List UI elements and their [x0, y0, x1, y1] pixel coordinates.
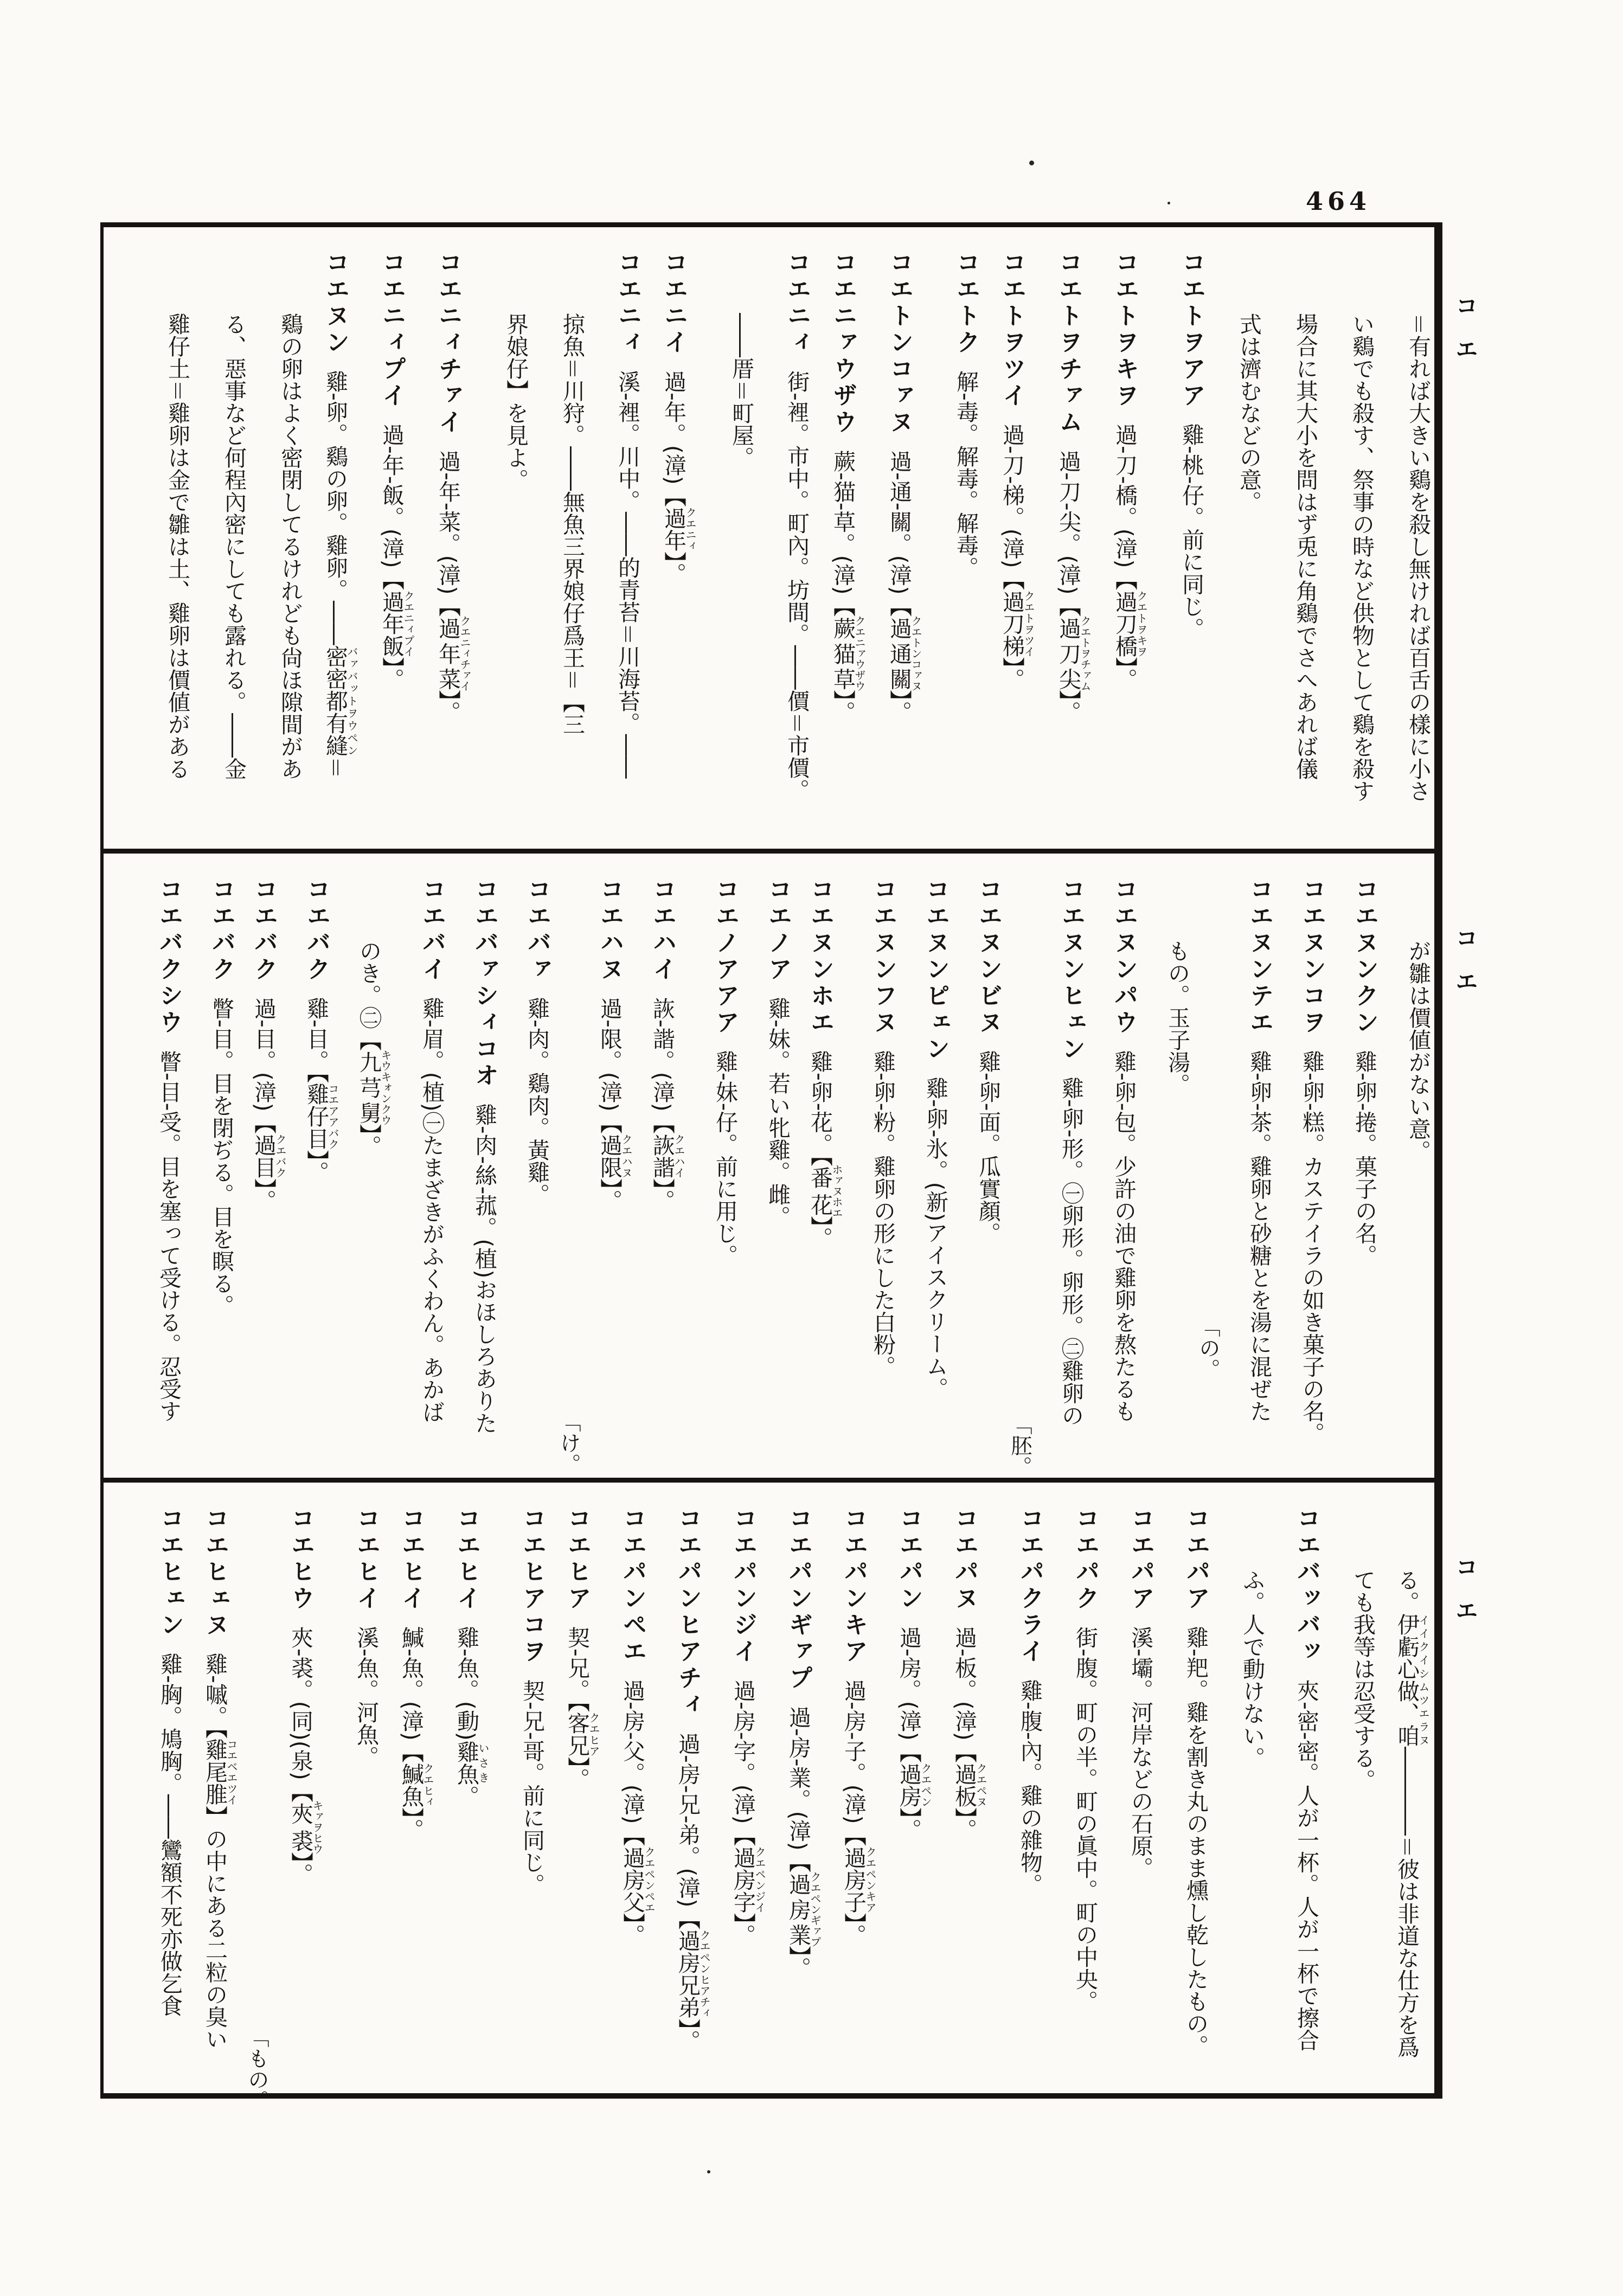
term-with-ruby: 過房子クエペンキア	[841, 1846, 877, 1913]
scan-speck	[1029, 161, 1034, 165]
headword: コエパンペエ	[619, 1506, 646, 1665]
continuation-column: が雛は價値がない意。	[1405, 940, 1431, 1162]
continuation-column: のき。㊁【九芎舅キウキォンクウ】。	[356, 940, 392, 1157]
entry-column: コエニァウザウ蕨-猫-草。(漳)【蕨猫草クエニァウザウ】。	[829, 250, 866, 723]
term-with-ruby: 番花ホァヌホエ	[807, 1164, 843, 1218]
term-with-ruby: 雞仔目コエアアバク	[303, 1083, 339, 1150]
entry-column: コエヌンパウ雞-卵-包。少許の油で雞卵を熬たるも	[1110, 877, 1138, 1422]
headword: コエバク	[303, 877, 330, 983]
entry-column: コエパクライ雞-腹-內。雞の雜物。	[1016, 1506, 1044, 1896]
ruby-gloss: クエハイ	[672, 1133, 685, 1178]
ruby-gloss: クエトヲツイ	[1022, 590, 1035, 657]
headword: コエトヲアア	[1178, 250, 1205, 409]
term-with-ruby: 雞尾脽コエベエツイ	[202, 1739, 238, 1806]
term-with-ruby: 夾裘キァヲヒウ	[287, 1800, 324, 1855]
headword: コエヒイ	[397, 1506, 425, 1612]
headword: コエバイ	[418, 877, 446, 983]
entries-band-bottom	[111, 1506, 1430, 2111]
headword: コエヌンコヲ	[1298, 877, 1326, 1036]
headword: コエヌンフヌ	[869, 877, 897, 1036]
headword: コエニィ	[614, 250, 641, 356]
ruby-gloss: クエペンジイ	[753, 1846, 766, 1913]
continuation-column: 界娘仔】を見よ。	[503, 313, 529, 491]
headword: コエニィ	[783, 250, 811, 356]
term-with-ruby: 過年菜クエニィチァイ	[435, 615, 471, 691]
headword: コエトンコァヌ	[886, 250, 913, 436]
entry-column: コエバイ雞-眉。(植)㊀たまざきがふくわん。あかば	[418, 877, 446, 1423]
term-with-ruby: 過房父クエペンペエ	[619, 1846, 656, 1913]
headword: コエヒェヌ	[201, 1506, 229, 1639]
page-frame	[100, 222, 1442, 2111]
term-with-ruby: 蕨猫草クエニァウザウ	[830, 615, 866, 691]
headword: コエバァシィコオ	[471, 877, 498, 1089]
continuation-column: 場合に其大小を問はず兎に角鷄でさへあれば儀	[1292, 313, 1318, 780]
entry-column: コエトヲチァム過-刀-尖。(漳)【過刀尖クエトヲチァム】。	[1055, 250, 1092, 723]
continuation-column: 鷄の卵はよく密閉してるけれども尙ほ隙間があ	[277, 313, 303, 780]
headword: コエトヲキヲ	[1111, 250, 1139, 409]
entry-column: コエニィチァイ過-年-菜。(漳)【過年菜クエニィチァイ】。	[434, 250, 471, 723]
entry-column: コエパンペエ過-房-父。(漳)【過房父クエペンペエ】。	[619, 1506, 656, 1947]
term-with-ruby: 過年飯クエニィプイ	[379, 590, 415, 657]
headword: コエバク	[250, 877, 278, 983]
headword: コエヒェン	[156, 1506, 184, 1639]
ruby-gloss: コエアアバク	[326, 1083, 339, 1150]
inset-continuation: 「け。	[556, 1411, 581, 1474]
entry-column: コエハイ詼-諧。(漳)【詼諧クエハイ】。	[649, 877, 685, 1212]
entries-band-middle	[111, 877, 1431, 1477]
ruby-gloss: クエバク	[274, 1133, 287, 1178]
ruby-gloss: クエペンキア	[864, 1846, 877, 1913]
entry-column: コエバクシウ瞥-目-受。目を塞って受ける。忍受す	[155, 877, 183, 1422]
scan-speck	[1167, 202, 1170, 204]
headword: コエヌンヒェン	[1057, 877, 1085, 1063]
entry-column: コエヌンホエ雞-卵-花。【番花ホァヌホエ】。	[806, 877, 843, 1249]
headword: コエトク	[952, 250, 980, 356]
ruby-gloss: クエペンペエ	[643, 1846, 656, 1913]
term-with-ruby: 密密都有縫バァバットヲウペン	[322, 645, 358, 756]
entry-column: コエハヌ過-限。(漳)【過限クエハヌ】。	[596, 877, 633, 1212]
headword: コエヌンピェン	[922, 877, 950, 1063]
headword: コエハヌ	[596, 877, 624, 983]
term-with-ruby: 雞魚いさき	[453, 1740, 490, 1785]
headword: コエヒウ	[287, 1506, 315, 1612]
ruby-gloss: クエニィプイ	[402, 590, 415, 657]
headword: コエヌンホエ	[806, 877, 834, 1036]
continuation-column: ても我等は忍受する。	[1350, 1569, 1376, 1791]
ruby-gloss: ホァヌホエ	[830, 1164, 843, 1218]
term-with-ruby: 過目クエバク	[251, 1133, 287, 1178]
headword: コエパンジイ	[729, 1506, 757, 1665]
headword: コエニァウザウ	[829, 250, 857, 436]
ruby-gloss: クエニァウザウ	[853, 615, 866, 691]
continuation-column: 掠魚＝川狩。――無魚三界娘仔爲王＝【三	[559, 313, 585, 735]
headword: コエパア	[1127, 1506, 1154, 1612]
term-with-ruby: 過房兄弟クエペンヒアチィ	[675, 1929, 711, 2019]
headword: コエパンギァプ	[785, 1506, 812, 1692]
ruby-gloss: クエペンヒアチィ	[698, 1929, 711, 2019]
entry-column: コエバク過-目。(漳)【過目クエバク】。	[250, 877, 287, 1212]
entry-column: コエニィ溪-裡。川中。――的青苔＝川海苔。――	[614, 250, 641, 779]
entry-column: コエヒェヌ雞-嘁。【雞尾脽コエベエツイ】の中にある二粒の臭い	[201, 1506, 238, 2050]
entry-column: コエバッバッ夾-密-密。人が一杯。人が一杯で擦合	[1293, 1506, 1320, 2051]
entry-column: コエパンキア過-房-子。(漳)【過房子クエペンキア】。	[840, 1506, 877, 1947]
entry-column: コエトンコァヌ過-通-關。(漳)【過通關クエトンコァヌ】。	[886, 250, 922, 723]
headword: コエバクシウ	[155, 877, 183, 1036]
ruby-gloss: キァヲヒウ	[311, 1800, 324, 1855]
entry-column: コエヒウ夾-裘。(同)(泉)【夾裘キァヲヒウ】。	[287, 1506, 324, 1885]
entry-column: コエパア溪-壩。河岸などの石原。	[1127, 1506, 1154, 1879]
headword: コエニイ	[660, 250, 688, 356]
continuation-column: い鷄でも殺す、祭事の時など供物として鷄を殺す	[1349, 313, 1375, 802]
entry-column: コエヒイ雞-魚。(動)雞魚いさき。	[453, 1506, 490, 1807]
entry-column: コエバァ雞-肉。鷄肉。黃雞。	[523, 877, 551, 1205]
headword: コエパンヒアチィ	[674, 1506, 702, 1718]
margin-header-label: コエ	[1452, 294, 1479, 381]
entry-column: コエパア雞-羓。雞を割き丸のまま燻し乾したもの。	[1182, 1506, 1210, 2057]
entry-column: コエパンギァプ過-房-業。(漳)【過房業クエペンギァプ】。	[785, 1506, 822, 1979]
headword: コエヌン	[322, 250, 349, 356]
entry-column: コエニィ街-裡。市中。町內。坊間。――價＝市價。	[783, 250, 811, 801]
ruby-gloss: キウキォンクウ	[379, 1049, 392, 1126]
entry-column: コエノア雞-妹。若い牝雞。雌。	[764, 877, 792, 1228]
headword: コエバク	[208, 877, 235, 983]
ruby-gloss: クエヒィ	[421, 1762, 434, 1807]
term-with-ruby: 過刀梯クエトヲツイ	[999, 590, 1035, 657]
ruby-gloss: クエヒア	[587, 1712, 600, 1757]
headword: コエノアアア	[711, 877, 739, 1036]
term-with-ruby: 詼諧クエハイ	[649, 1133, 685, 1178]
entry-column: コエヌンコヲ雞-卵-糕。カステイラの如き菓子の名。	[1298, 877, 1326, 1445]
headword: コエパア	[1182, 1506, 1210, 1612]
ruby-gloss: クエトヲキヲ	[1135, 590, 1148, 657]
entry-column: コエトヲキヲ過-刀-橋。(漳)【過刀橋クエトヲキヲ】。	[1111, 250, 1148, 691]
headword: コエパクライ	[1016, 1506, 1044, 1665]
entry-column: コエヌンクン雞-卵-捲。菓子の名。	[1351, 877, 1378, 1267]
term-with-ruby: 鰔魚クエヒィ	[398, 1762, 434, 1807]
term-with-ruby: 過限クエハヌ	[596, 1133, 633, 1178]
ruby-gloss: クエハヌ	[620, 1133, 633, 1178]
headword: コエハイ	[649, 877, 676, 983]
entry-column: コエパンジイ過-房-字。(漳)【過房字クエペンジイ】。	[729, 1506, 766, 1947]
headword: コエパヌ	[951, 1506, 978, 1612]
headword: コエパク	[1072, 1506, 1099, 1612]
continuation-column: 雞仔土＝雞卵は金で雛は土、雞卵は價値がある	[164, 313, 190, 780]
entry-column: コエヒイ溪-魚。河魚。	[352, 1506, 380, 1768]
continuation-column: る。伊虧心做、咱イイクイシムツエラヌ――――＝彼は非道な仕方を爲	[1394, 1569, 1430, 2058]
page-number: 464	[1306, 187, 1371, 216]
term-with-ruby: 過房クエペン	[896, 1762, 932, 1807]
continuation-column: ふ。人で動けない。	[1239, 1569, 1265, 1769]
ruby-gloss: クエニィチァイ	[458, 615, 471, 691]
entry-column: コエバク瞥-目。目を閉ぢる。目を瞑る。	[208, 877, 235, 1317]
headword: コエニィプイ	[378, 250, 406, 409]
term-with-ruby: 過房業クエペンギァプ	[785, 1871, 822, 1947]
scan-speck	[707, 2170, 710, 2173]
continuation-column: もの。玉子湯。	[1164, 940, 1190, 1095]
headword: コエヒイ	[352, 1506, 380, 1612]
ruby-gloss: クエトンコァヌ	[909, 615, 922, 691]
margin-header-label: コエ	[1452, 1555, 1479, 1642]
inset-continuation: 「胚。	[1008, 1414, 1032, 1477]
entry-column: コエノアアア雞-妹-仔。前に用じ。	[711, 877, 739, 1267]
entry-column: コエパン過-房。(漳)【過房クエペン】。	[895, 1506, 932, 1841]
headword: コエヌンパウ	[1110, 877, 1138, 1036]
entry-column: コエヌンビヌ雞-卵-面。瓜實顏。	[974, 877, 1002, 1245]
ruby-gloss: クエペン	[919, 1762, 932, 1807]
entry-column: コエバァシィコオ雞-肉-絲-菰。(植)おほしろありた	[471, 877, 498, 1434]
margin-header-label: コエ	[1452, 926, 1479, 1013]
entry-column: コエパンヒアチィ過-房-兄-弟。(漳)【過房兄弟クエペンヒアチィ】。	[674, 1506, 711, 2052]
headword: コエトヲツイ	[998, 250, 1026, 409]
entry-column: コエバク雞-目。【雞仔目コエアアバク】。	[303, 877, 339, 1183]
headword: コエヌンビヌ	[974, 877, 1002, 1036]
headword: コエパンキア	[840, 1506, 868, 1665]
ruby-gloss: コエベエツイ	[225, 1739, 238, 1806]
headword: コエノア	[764, 877, 792, 983]
headword: コエヌンクン	[1351, 877, 1378, 1036]
entry-column: コエヌン雞-卵。鷄の卵。雞卵。――密密都有縫バァバットヲウペン＝	[322, 250, 358, 779]
band-separator	[104, 849, 1434, 854]
entry-column: コエヌンフヌ雞-卵-粉。雞卵の形にした白粉。	[869, 877, 897, 1378]
ruby-gloss: バァバットヲウペン	[345, 645, 358, 756]
entry-column: コエパク街-腹。町の半。町の眞中。町の中央。	[1072, 1506, 1099, 2012]
headword: コエヒアコヲ	[518, 1506, 546, 1665]
term-with-ruby: 過刀尖クエトヲチァム	[1055, 615, 1092, 691]
headword: コエヒイ	[453, 1506, 480, 1612]
entry-column: コエヒア契-兄。【客兄クエヒア】。	[563, 1506, 600, 1790]
ruby-gloss: クエトヲチァム	[1079, 615, 1092, 691]
ruby-gloss: クエペヌ	[974, 1762, 987, 1807]
entry-column: コエパヌ過-板。(漳)【過板クエペヌ】。	[951, 1506, 987, 1841]
entry-column: コエニイ過-年。(漳)【過年クエニィ】。	[660, 250, 697, 585]
term-with-ruby: 過房字クエペンジイ	[730, 1846, 766, 1913]
headword: コエバァ	[523, 877, 551, 983]
entry-column: コエヌンヒェン雞-卵-形。㊀卵形。卵形。㊁雞卵の	[1057, 877, 1085, 1427]
entry-column: コエニィプイ過-年-飯。(漳)【過年飯クエニィプイ】。	[378, 250, 415, 691]
term-with-ruby: 伊虧心做、咱イイクイシムツエラヌ	[1394, 1613, 1430, 1747]
entry-column: コエヒアコヲ契-兄-哥。前に同じ。	[518, 1506, 546, 1896]
inset-continuation: 「もの。	[245, 2026, 269, 2111]
inset-continuation: 「の。	[1196, 1316, 1220, 1380]
term-with-ruby: 九芎舅キウキォンクウ	[356, 1049, 392, 1126]
entry-column: コエヒェン雞-胸。鳩胸。――鸞額不死亦做乞食	[156, 1506, 184, 2017]
term-with-ruby: 過通關クエトンコァヌ	[886, 615, 922, 691]
headword: コエニィチァイ	[434, 250, 462, 436]
entry-column: コエヒイ鰔-魚。(漳)【鰔魚クエヒィ】。	[397, 1506, 434, 1841]
ruby-gloss: クエニィ	[684, 506, 697, 551]
entry-column: コエヌンテエ雞-卵-茶。雞卵と砂糖とを湯に混ぜた	[1246, 877, 1273, 1422]
entries-band-top	[111, 250, 1429, 840]
entry-column: コエトヲアア雞-桃-仔。前に同じ。	[1178, 250, 1205, 640]
continuation-column: ＝有れば大きい鷄を殺し無ければ百舌の樣に小さ	[1405, 313, 1431, 802]
ruby-gloss: いさき	[477, 1740, 490, 1785]
headword: コエバッバッ	[1293, 1506, 1320, 1665]
headword: コエトヲチァム	[1055, 250, 1082, 436]
continuation-column: る、惡事など何程內密にしても露れる。――金	[221, 313, 247, 780]
entry-column: コエトヲツイ過-刀-梯。(漳)【過刀梯クエトヲツイ】。	[998, 250, 1035, 691]
entry-column: コエヌンピェン雞-卵-氷。(新)アイスクリーム。	[922, 877, 950, 1400]
headword: コエヒア	[563, 1506, 591, 1612]
entry-column: コエトク解-毒。解毒。解毒。	[952, 250, 980, 579]
term-with-ruby: 客兄クエヒア	[564, 1712, 600, 1757]
headword: コエヌンテエ	[1246, 877, 1273, 1036]
band-separator	[104, 1478, 1434, 1483]
ruby-gloss: イイクイシムツエラヌ	[1417, 1613, 1430, 1747]
term-with-ruby: 過刀橋クエトヲキヲ	[1112, 590, 1148, 657]
continuation-column: 式は濟むなどの意。	[1236, 313, 1262, 513]
term-with-ruby: 過年クエニィ	[660, 506, 697, 551]
continuation-column: ――厝＝町屋。	[728, 313, 754, 469]
term-with-ruby: 過板クエペヌ	[951, 1762, 987, 1807]
headword: コエパン	[895, 1506, 923, 1612]
ruby-gloss: クエペンギァプ	[809, 1871, 822, 1947]
